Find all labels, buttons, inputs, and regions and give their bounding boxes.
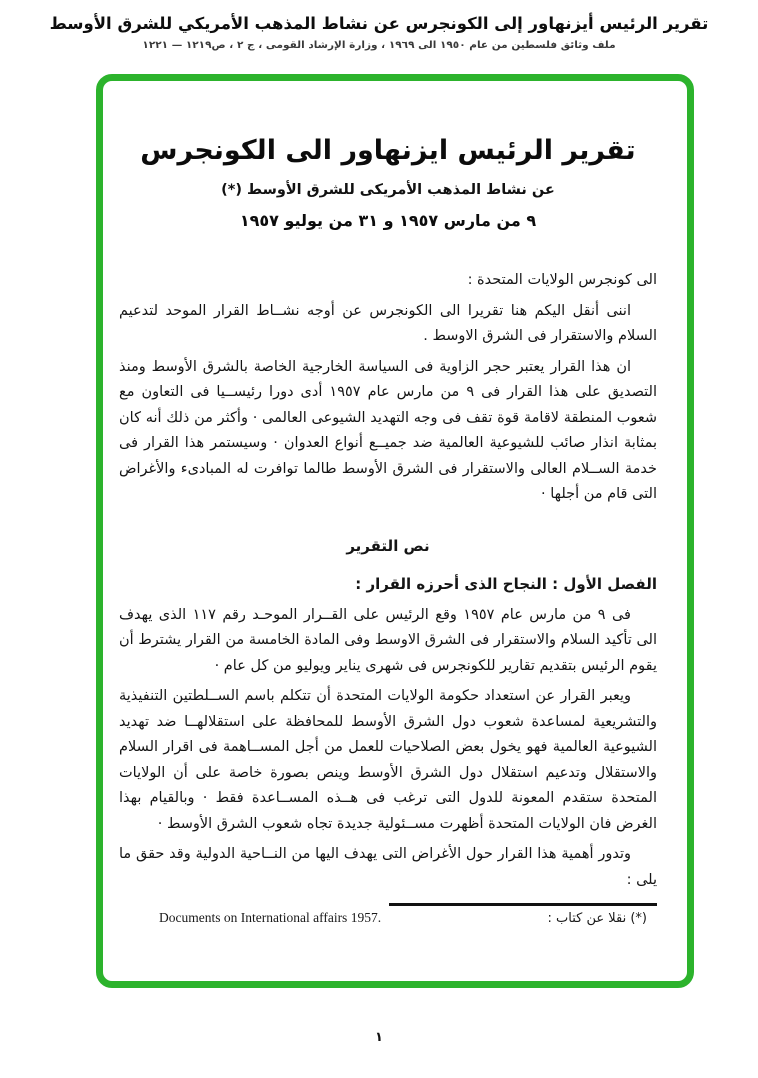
footnote-divider — [389, 903, 657, 906]
document-body — [119, 268, 657, 893]
report-paragraph: فى ٩ من مارس عام ١٩٥٧ وقع الرئيس على القــرار الموحـد رقم ١١٧ الذى يهدف الى تأكيد السلام والاستقرار فى الشرق الاوسط وفى المادة الخامسة من القرار يشترط أن يقوم الرئيس بتقديم تقارير للكونجرس فى شهرى يناير ويوليو من كل عام · — [119, 606, 657, 674]
footnote-arabic-label: (*) نقلا عن كتاب : — [547, 911, 647, 926]
document-subtitle: عن نشاط المذهب الأمريكى للشرق الأوسط (*) — [221, 182, 555, 198]
intro-paragraph: ان هذا القرار يعتبر حجر الزاوية فى السياسة الخارجية الخاصة بالشرق الأوسط ومنذ التصديق على هذا القرار فى ٩ من مارس عام ١٩٥٧ أدى دورا رئيســيا فى التعاون مع شعوب المنطقة لاقامة قوة تقف فى وجه التهديد الشيوعى العالمى · وأكثر من ذلك أنه كان بمثابة انذار صائب للشيوعية العالمية ضد جميــع أنواع العدوان · وسيستمر هذا القرار فى خدمة الســلام العالى والاستقرار فى الشرق الأوسط طالما توافرت له المبادىء والأغراض التى قام من أجلها · — [119, 358, 657, 502]
report-paragraph: وتدور أهمية هذا القرار حول الأغراض التى يهدف اليها من النــاحية الدولية وقد حقق ما يلى : — [119, 846, 657, 888]
salutation: الى كونجرس الولايات المتحدة : — [467, 272, 657, 288]
section-heading: نص التقرير — [346, 536, 430, 555]
header-source-citation: ملف وثائق فلسطين من عام ١٩٥٠ الى ١٩٦٩ ، وزارة الإرشاد القومى ، ج ٢ ، ص١٢١٩ — ١٢٢١ — [142, 39, 616, 51]
page-number: ١ — [375, 1030, 383, 1045]
document-date-line: ٩ من مارس ١٩٥٧ و ٣١ من يوليو ١٩٥٧ — [239, 211, 537, 230]
header-title: تقرير الرئيس أيزنهاور إلى الكونجرس عن نشاط المذهب الأمريكي للشرق الأوسط — [49, 14, 709, 33]
chapter-heading: الفصل الأول : النجاح الذى أحرزه القرار : — [355, 575, 657, 593]
document-green-frame — [96, 74, 694, 988]
document-title: تقرير الرئيس ايزنهاور الى الكونجرس — [140, 135, 636, 166]
scan-header — [0, 14, 758, 51]
report-paragraph: ويعبر القرار عن استعداد حكومة الولايات المتحدة أن تتكلم باسم الســلطتين التنفيذية والتشريعية لمساعدة شعوب دول الشرق الأوسط للمحافظة على استقلالهــا ضد تهديد الشيوعية العالمية فهو يخول بعض الصلاحيات للعمل من أجل المســاهمة فى اقرار السلام والاستقلال وتدعيم استقلال دول الشرق الأوسط وينص بصورة خاصة على أن الولايات المتحدة ستقدم المعونة للدول التى ترغب فى هــذه المســاعدة فقط · وبالقيام بهذا الغرض فان الولايات المتحدة أظهرت مســئولية جديدة تجاه شعوب الشرق الأوسط · — [119, 688, 657, 832]
footnote — [119, 910, 657, 926]
footnote-latin-citation: Documents on International affairs 1957. — [159, 910, 382, 925]
intro-paragraph: اننى أنقل اليكم هنا تقريرا الى الكونجرس عن أوجه نشــاط القرار الموحد لتدعيم السلام والاستقرار فى الشرق الاوسط . — [119, 302, 657, 344]
